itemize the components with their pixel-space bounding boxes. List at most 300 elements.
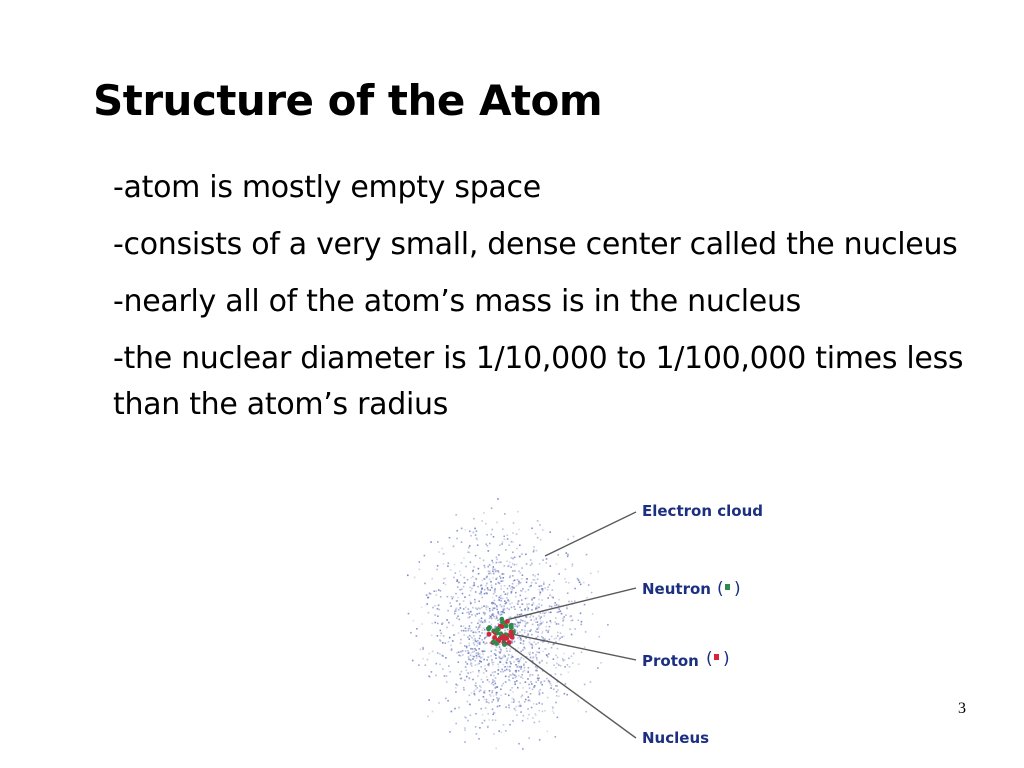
electron-cloud-dot	[586, 597, 588, 599]
electron-cloud-dot	[502, 611, 504, 613]
electron-cloud-dot	[474, 694, 476, 696]
electron-cloud-dot	[560, 665, 562, 667]
electron-cloud-dot	[538, 679, 540, 681]
electron-cloud-dot	[469, 625, 471, 627]
electron-cloud-dot	[491, 692, 493, 694]
electron-cloud-dot	[531, 634, 533, 636]
electron-cloud-dot	[483, 621, 485, 623]
electron-cloud-dot	[522, 649, 524, 651]
electron-cloud-dot	[470, 535, 472, 537]
electron-cloud-dot	[580, 584, 582, 586]
electron-cloud-dot	[470, 655, 472, 657]
electron-cloud-dot	[474, 599, 476, 601]
electron-cloud-dot	[474, 690, 476, 692]
electron-cloud-dot	[475, 713, 477, 715]
electron-cloud-dot	[436, 569, 438, 571]
electron-cloud-dot	[440, 630, 442, 632]
electron-cloud-dot	[530, 657, 532, 659]
electron-cloud-dot	[467, 672, 469, 674]
electron-cloud-dot	[452, 625, 454, 627]
electron-cloud-dot	[521, 610, 523, 612]
electron-cloud-dot	[493, 616, 495, 618]
electron-cloud-dot	[482, 597, 484, 599]
electron-cloud-dot	[468, 638, 470, 640]
electron-cloud-dot	[529, 616, 531, 618]
electron-cloud-dot	[471, 652, 473, 654]
electron-cloud-dot	[512, 583, 514, 585]
electron-cloud-dot	[473, 656, 475, 658]
electron-cloud-dot	[459, 674, 461, 676]
electron-cloud-dot	[478, 607, 480, 609]
electron-cloud-dot	[564, 666, 566, 668]
electron-cloud-dot	[546, 611, 548, 613]
electron-cloud-dot	[558, 664, 560, 666]
electron-cloud-dot	[499, 705, 501, 707]
electron-cloud-dot	[548, 612, 550, 614]
electron-cloud-dot	[475, 631, 477, 633]
electron-cloud-dot	[481, 679, 483, 681]
electron-cloud-dot	[525, 591, 527, 593]
electron-cloud-dot	[521, 613, 523, 615]
electron-cloud-dot	[508, 654, 510, 656]
electron-cloud-dot	[501, 580, 503, 582]
electron-cloud-dot	[567, 664, 569, 666]
electron-cloud-dot	[431, 578, 433, 580]
electron-cloud-dot	[514, 677, 516, 679]
electron-cloud-dot	[573, 653, 575, 655]
electron-cloud-dot	[542, 637, 544, 639]
electron-cloud-dot	[467, 650, 469, 652]
electron-cloud-dot	[469, 595, 471, 597]
electron-cloud-dot	[439, 664, 441, 666]
electron-cloud-dot	[494, 600, 496, 602]
electron-cloud-dot	[530, 619, 532, 621]
electron-cloud-dot	[497, 612, 499, 614]
electron-cloud-dot	[455, 691, 457, 693]
electron-cloud-dot	[472, 607, 474, 609]
electron-cloud-dot	[544, 613, 546, 615]
electron-cloud-dot	[536, 651, 538, 653]
electron-cloud-dot	[436, 594, 438, 596]
electron-cloud-dot	[585, 631, 587, 633]
electron-cloud-dot	[550, 565, 552, 567]
nucleus-leader-line	[502, 640, 636, 738]
electron-cloud-dot	[515, 710, 517, 712]
electron-cloud-dot	[555, 685, 557, 687]
electron-cloud-dot	[498, 562, 500, 564]
electron-cloud-dot	[528, 652, 530, 654]
electron-cloud-dot	[475, 664, 477, 666]
electron-cloud-dot	[515, 670, 517, 672]
electron-cloud-dot	[538, 648, 540, 650]
electron-cloud-dot	[494, 671, 496, 673]
electron-cloud-dot	[500, 577, 502, 579]
electron-cloud-dot	[489, 690, 491, 692]
electron-cloud-dot	[476, 652, 478, 654]
electron-cloud-dot	[484, 643, 486, 645]
electron-cloud-dot	[505, 676, 507, 678]
electron-cloud-dot	[578, 663, 580, 665]
electron-cloud-dot	[520, 582, 522, 584]
electron-cloud-dot	[512, 575, 514, 577]
electron-cloud-dot	[479, 624, 481, 626]
electron-cloud-dot	[443, 635, 445, 637]
electron-cloud-dot	[517, 637, 519, 639]
electron-cloud-dot	[473, 639, 475, 641]
electron-cloud-dot	[440, 590, 442, 592]
electron-cloud-dot	[498, 571, 500, 573]
electron-cloud-dot	[563, 660, 565, 662]
electron-cloud-dot	[528, 737, 530, 739]
electron-cloud-dot	[506, 597, 508, 599]
electron-cloud-dot	[532, 652, 534, 654]
electron-cloud-dot	[479, 653, 481, 655]
electron-cloud-dot	[509, 577, 511, 579]
electron-cloud-dot	[495, 683, 497, 685]
electron-cloud-dot	[516, 533, 518, 535]
electron-cloud-dot	[478, 631, 480, 633]
electron-cloud-dot	[512, 541, 514, 543]
electron-cloud-dot	[479, 727, 481, 729]
electron-cloud-dot	[429, 653, 431, 655]
electron-cloud-dot	[558, 605, 560, 607]
electron-cloud-dot	[494, 653, 496, 655]
electron-cloud-dot	[531, 604, 533, 606]
electron-cloud-dot	[484, 633, 486, 635]
electron-cloud-dot	[486, 593, 488, 595]
electron-cloud-dot	[484, 665, 486, 667]
electron-cloud-dot	[529, 654, 531, 656]
electron-cloud-dot	[530, 564, 532, 566]
electron-cloud-dot	[500, 598, 502, 600]
electron-cloud-dot	[478, 699, 480, 701]
electron-cloud-dot	[484, 565, 486, 567]
electron-cloud-dot	[536, 628, 538, 630]
electron-cloud-dot	[507, 608, 509, 610]
electron-cloud-dot	[487, 589, 489, 591]
electron-cloud-dot	[572, 662, 574, 664]
electron-cloud-dot	[517, 632, 519, 634]
electron-cloud-dot	[458, 609, 460, 611]
electron-cloud-dot	[435, 590, 437, 592]
electron-cloud-dot	[507, 666, 509, 668]
electron-cloud-dot	[534, 722, 536, 724]
electron-cloud-dot	[538, 710, 540, 712]
electron-cloud-dot	[566, 694, 568, 696]
electron-cloud-dot	[483, 672, 485, 674]
electron-cloud-dot	[558, 623, 560, 625]
electron-cloud-dot	[542, 612, 544, 614]
electron-cloud-dot	[588, 584, 590, 586]
electron-cloud-dot	[449, 537, 451, 539]
electron-cloud-dot	[551, 647, 553, 649]
electron-cloud-dot	[466, 676, 468, 678]
electron-cloud-dot	[493, 602, 495, 604]
electron-cloud-dot	[465, 566, 467, 568]
electron-cloud-dot	[556, 691, 558, 693]
electron-cloud-dot	[482, 714, 484, 716]
electron-cloud-dot	[453, 596, 455, 598]
electron-cloud-dot	[495, 719, 497, 721]
electron-cloud-dot	[554, 621, 556, 623]
electron-cloud-dot	[496, 559, 498, 561]
electron-cloud-dot	[504, 585, 506, 587]
electron-cloud-dot	[488, 550, 490, 552]
electron-cloud-dot	[476, 530, 478, 532]
electron-cloud-dot	[490, 534, 492, 536]
electron-cloud-dot	[477, 623, 479, 625]
electron-cloud-dot	[454, 708, 456, 710]
electron-cloud-dot	[422, 648, 424, 650]
electron-cloud-dot	[485, 523, 487, 525]
electron-cloud-dot	[493, 593, 495, 595]
electron-cloud-dot	[510, 675, 512, 677]
electron-cloud-dot	[492, 577, 494, 579]
electron-cloud-dot	[498, 698, 500, 700]
electron-cloud-dot	[508, 707, 510, 709]
electron-cloud-dot	[557, 635, 559, 637]
electron-cloud-dot	[430, 541, 432, 543]
electron-cloud-dot	[460, 642, 462, 644]
electron-cloud-dot	[471, 692, 473, 694]
electron-cloud-dot	[483, 699, 485, 701]
electron-cloud-dot	[483, 612, 485, 614]
electron-cloud-dot	[546, 654, 548, 656]
electron-cloud-dot	[590, 573, 592, 575]
electron-cloud-dot	[483, 696, 485, 698]
electron-cloud-dot	[496, 646, 498, 648]
nucleus-cluster	[486, 617, 516, 647]
electron-cloud-dot	[448, 665, 450, 667]
electron-cloud-dot	[512, 698, 514, 700]
electron-cloud-dot	[513, 699, 515, 701]
electron-cloud-dot	[508, 679, 510, 681]
electron-cloud-dot	[530, 559, 532, 561]
electron-cloud-dot	[449, 637, 451, 639]
electron-cloud-dot	[537, 537, 539, 539]
electron-cloud-dot	[517, 615, 519, 617]
electron-cloud-dot	[449, 602, 451, 604]
electron-cloud-dot	[486, 577, 488, 579]
electron-cloud-dot	[585, 711, 587, 713]
electron-cloud-dot	[546, 626, 548, 628]
electron-cloud-dot	[469, 628, 471, 630]
electron-cloud-dot	[553, 664, 555, 666]
electron-cloud-dot	[540, 612, 542, 614]
electron-cloud-dot	[519, 666, 521, 668]
electron-cloud-dot	[487, 566, 489, 568]
electron-cloud-dot	[539, 625, 541, 627]
electron-cloud-dot	[490, 581, 492, 583]
electron-cloud-dot	[428, 612, 430, 614]
electron-cloud-dot	[522, 588, 524, 590]
electron-cloud-dot	[541, 636, 543, 638]
electron-cloud-dot	[524, 625, 526, 627]
electron-cloud-dot	[470, 590, 472, 592]
electron-cloud-dot	[463, 600, 465, 602]
electron-cloud-dot	[516, 564, 518, 566]
electron-cloud-dot	[468, 643, 470, 645]
electron-cloud-dot	[491, 659, 493, 661]
electron-cloud-dot	[574, 628, 576, 630]
electron-cloud-dot	[538, 626, 540, 628]
electron-cloud-dot	[555, 655, 557, 657]
electron-cloud-dot	[470, 577, 472, 579]
electron-cloud-dot	[522, 677, 524, 679]
electron-cloud-dot	[520, 705, 522, 707]
electron-cloud-dot	[437, 652, 439, 654]
electron-cloud-dot	[478, 573, 480, 575]
electron-cloud-dot	[478, 652, 480, 654]
electron-cloud-dot	[531, 528, 533, 530]
electron-cloud-dot	[508, 676, 510, 678]
electron-cloud-dot	[522, 620, 524, 622]
electron-cloud-dot	[537, 520, 539, 522]
electron-cloud-dot	[457, 615, 459, 617]
electron-cloud-dot	[496, 692, 498, 694]
electron-cloud-dot	[557, 717, 559, 719]
electron-cloud-dot	[527, 606, 529, 608]
electron-cloud-dot	[476, 626, 478, 628]
electron-cloud-dot	[463, 687, 465, 689]
electron-cloud-dot	[542, 711, 544, 713]
electron-cloud-dot	[538, 603, 540, 605]
electron-cloud-dot	[543, 581, 545, 583]
electron-cloud-dot	[487, 727, 489, 729]
electron-cloud-dot	[498, 669, 500, 671]
electron-cloud-dot	[460, 607, 462, 609]
electron-cloud-dot	[523, 715, 525, 717]
electron-cloud-dot	[539, 589, 541, 591]
electron-cloud-dot	[557, 657, 559, 659]
electron-cloud-dot	[450, 605, 452, 607]
electron-cloud-dot	[569, 666, 571, 668]
electron-cloud-dot	[456, 608, 458, 610]
electron-cloud-dot	[492, 690, 494, 692]
electron-cloud-dot	[494, 569, 496, 571]
electron-cloud-dot	[478, 738, 480, 740]
electron-cloud-dot	[520, 704, 522, 706]
electron-cloud-dot	[495, 687, 497, 689]
electron-cloud-dot	[580, 613, 582, 615]
electron-cloud-dot	[508, 695, 510, 697]
electron-cloud-dot	[517, 623, 519, 625]
electron-cloud-dot	[501, 658, 503, 660]
electron-cloud-dot	[439, 609, 441, 611]
electron-cloud-dot	[520, 651, 522, 653]
electron-cloud-dot	[520, 637, 522, 639]
electron-cloud-dot	[562, 625, 564, 627]
electron-cloud-dot	[521, 578, 523, 580]
electron-cloud-dot	[564, 578, 566, 580]
electron-cloud-dot	[507, 588, 509, 590]
electron-cloud-dot	[548, 630, 550, 632]
electron-cloud-dot	[496, 697, 498, 699]
electron-cloud-dot	[491, 529, 493, 531]
electron-cloud-dot	[540, 539, 542, 541]
electron-cloud-dot	[513, 700, 515, 702]
electron-cloud-dot	[522, 748, 524, 750]
electron-cloud-dot	[469, 678, 471, 680]
electron-cloud-dot	[494, 680, 496, 682]
electron-cloud-dot	[581, 621, 583, 623]
electron-cloud-dot	[512, 720, 514, 722]
electron-cloud-dot	[495, 677, 497, 679]
electron-cloud-dot	[549, 626, 551, 628]
electron-cloud-dot	[475, 682, 477, 684]
electron-cloud-dot	[493, 733, 495, 735]
electron-cloud-dot	[478, 663, 480, 665]
electron-cloud-dot	[451, 649, 453, 651]
electron-cloud-dot	[483, 605, 485, 607]
neutron-label: Neutron	[642, 580, 711, 598]
electron-cloud-dot	[479, 691, 481, 693]
electron-cloud-dot	[414, 577, 416, 579]
electron-cloud-dot	[427, 716, 429, 718]
electron-cloud-dot	[577, 578, 579, 580]
electron-cloud-dot	[480, 661, 482, 663]
proton-legend-swatch	[714, 654, 719, 660]
electron-cloud-dot	[504, 666, 506, 668]
electron-cloud-dot	[489, 617, 491, 619]
electron-cloud-dot	[516, 666, 518, 668]
electron-cloud-dot	[547, 731, 549, 733]
electron-cloud-dot	[482, 654, 484, 656]
electron-cloud-dot	[475, 614, 477, 616]
electron-cloud-dot	[464, 582, 466, 584]
electron-cloud-dot	[476, 645, 478, 647]
electron-cloud-dot	[549, 681, 551, 683]
electron-cloud-dot	[535, 608, 537, 610]
electron-cloud-dot	[518, 600, 520, 602]
electron-cloud-dot	[469, 545, 471, 547]
electron-cloud-dot	[530, 693, 532, 695]
electron-cloud-dot	[506, 650, 508, 652]
electron-cloud-dot	[536, 550, 538, 552]
electron-cloud-dot	[559, 608, 561, 610]
electron-cloud-dot	[451, 711, 453, 713]
electron-cloud-dot	[480, 666, 482, 668]
electron-cloud-dot	[514, 623, 516, 625]
electron-cloud-dot	[463, 625, 465, 627]
electron-cloud-dot	[475, 591, 477, 593]
electron-cloud-dot	[412, 660, 414, 662]
electron-cloud-dot	[552, 706, 554, 708]
electron-cloud-dot	[474, 638, 476, 640]
electron-cloud-dot	[497, 673, 499, 675]
electron-cloud-dot	[492, 709, 494, 711]
electron-cloud-dot	[503, 724, 505, 726]
electron-cloud-dot	[554, 638, 556, 640]
electron-cloud-dot	[512, 673, 514, 675]
electron-cloud-dot	[458, 707, 460, 709]
electron-cloud-dot	[495, 748, 497, 750]
electron-cloud	[407, 498, 609, 750]
electron-cloud-dot	[521, 674, 523, 676]
electron-cloud-dot	[535, 714, 537, 716]
electron-cloud-dot	[521, 629, 523, 631]
electron-cloud-dot	[531, 563, 533, 565]
electron-cloud-dot	[446, 619, 448, 621]
electron-cloud-dot	[516, 714, 518, 716]
electron-cloud-dot	[428, 699, 430, 701]
electron-cloud-dot	[469, 613, 471, 615]
electron-cloud-dot	[504, 630, 506, 632]
electron-cloud-dot	[446, 681, 448, 683]
electron-cloud-dot	[442, 668, 444, 670]
electron-cloud-dot	[514, 661, 516, 663]
electron-cloud-dot	[568, 671, 570, 673]
